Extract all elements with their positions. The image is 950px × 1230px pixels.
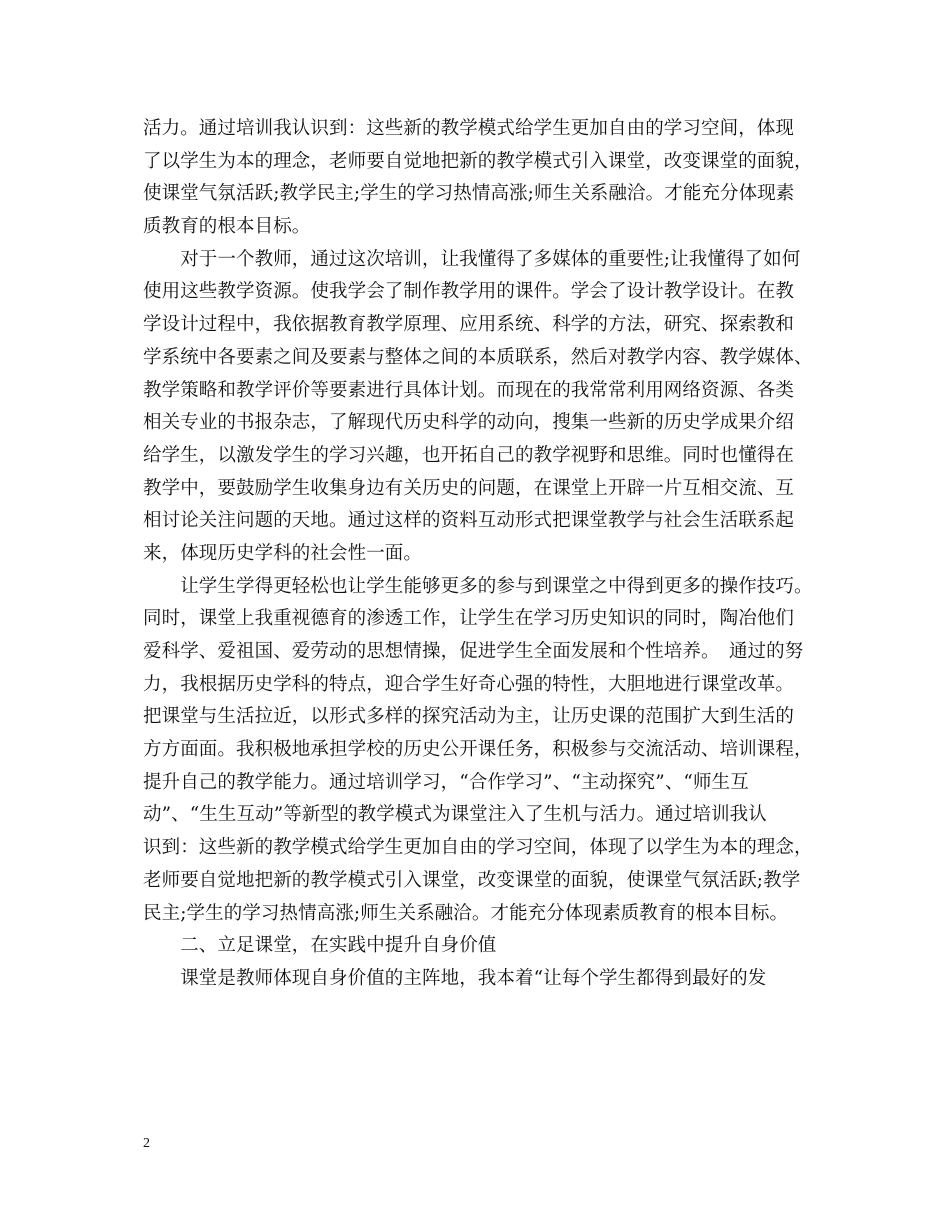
text-line: 使用这些教学资源。使我学会了制作教学用的课件。学会了设计教学设计。在教 [143, 281, 795, 303]
text-line: 把课堂与生活拉近，以形式多样的探究活动为主，让历史课的范围扩大到生活的 [143, 706, 795, 728]
body-text [143, 113, 823, 996]
text-line: 来，体现历史学科的社会性一面。 [143, 542, 423, 564]
text-line: 使课堂气氛活跃;教学民主;学生的学习热情高涨;师生关系融洽。才能充分体现素 [143, 183, 795, 205]
text-line: 动”、“生生互动”等新型的教学模式为课堂注入了生机与活力。通过培训我认 [143, 804, 767, 826]
text-line: 识到：这些新的教学模式给学生更加自由的学习空间，体现了以学生为本的理念， [143, 837, 813, 859]
text-line: 相关专业的书报杂志，了解现代历史科学的动向，搜集一些新的历史学成果介绍 [143, 412, 795, 434]
text-line: 质教育的根本目标。 [143, 216, 311, 238]
text-line: 学设计过程中，我依据教育教学原理、应用系统、科学的方法，研究、探索教和 [143, 314, 795, 336]
text-line: 老师要自觉地把新的教学模式引入课堂，改变课堂的面貌，使课堂气氛活跃;教学 [143, 869, 801, 891]
text-line: 给学生，以激发学生的学习兴趣，也开拓自己的教学视野和思维。同时也懂得在 [143, 444, 795, 466]
section-heading: 二、立足课堂，在实践中提升自身价值 [143, 935, 497, 957]
text-line: 提升自己的教学能力。通过培训学习，“合作学习”、“主动探究”、“师生互 [143, 771, 749, 793]
paragraph-start-line: 对于一个教师，通过这次培训，让我懂得了多媒体的重要性;让我懂得了如何 [143, 248, 801, 270]
text-line: 方方面面。我积极地承担学校的历史公开课任务，积极参与交流活动、培训课程， [143, 739, 813, 761]
paragraph-start-line: 让学生学得更轻松也让学生能够更多的参与到课堂之中得到更多的操作技巧。 [143, 575, 813, 597]
text-line: 同时，课堂上我重视德育的渗透工作，让学生在学习历史知识的同时，陶冶他们 [143, 608, 795, 630]
text-line: 学系统中各要素之间及要素与整体之间的本质联系，然后对教学内容、教学媒体、 [143, 346, 813, 368]
text-line: 力，我根据历史学科的特点，迎合学生好奇心强的特性，大胆地进行课堂改革。 [143, 673, 795, 695]
text-line: 教学中，要鼓励学生收集身边有关历史的问题，在课堂上开辟一片互相交流、互 [143, 477, 795, 499]
paragraph-start-line: 课堂是教师体现自身价值的主阵地，我本着“让每个学生都得到最好的发 [143, 967, 767, 989]
text-line: 了以学生为本的理念，老师要自觉地把新的教学模式引入课堂，改变课堂的面貌， [143, 150, 813, 172]
text-line: 教学策略和教学评价等要素进行具体计划。而现在的我常常利用网络资源、各类 [143, 379, 795, 401]
page-number: 2 [143, 1136, 150, 1151]
text-line: 民主;学生的学习热情高涨;师生关系融洽。才能充分体现素质教育的根本目标。 [143, 902, 789, 924]
text-line: 活力。通过培训我认识到：这些新的教学模式给学生更加自由的学习空间，体现 [143, 118, 795, 139]
text-line: 相讨论关注问题的天地。通过这样的资料互动形式把课堂教学与社会生活联系起 [143, 510, 795, 532]
text-line: 爱科学、爱祖国、爱劳动的思想情操，促进学生全面发展和个性培养。 通过的努 [143, 641, 804, 662]
